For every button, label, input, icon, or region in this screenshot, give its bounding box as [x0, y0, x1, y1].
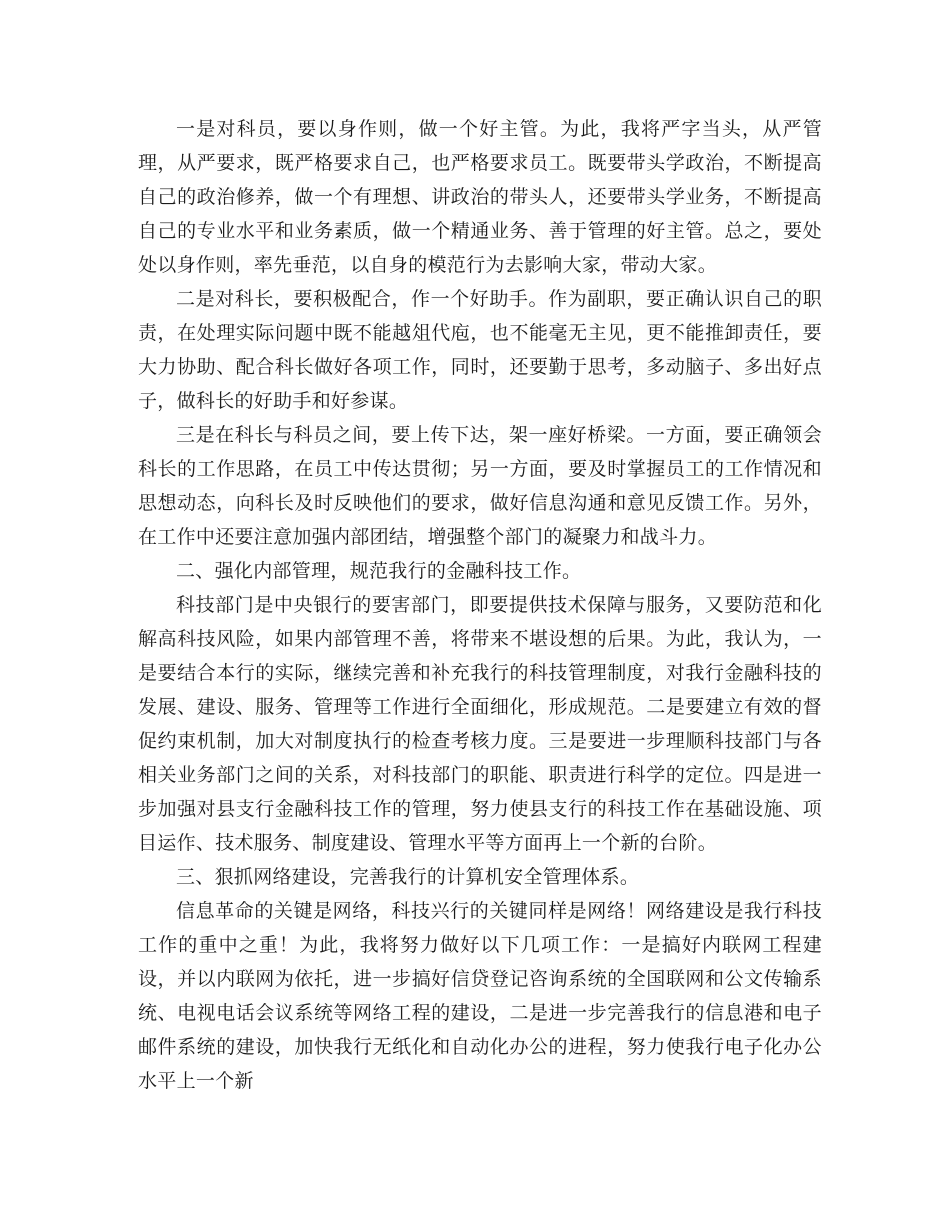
section-heading-internal-management: 二、强化内部管理，规范我行的金融科技工作。	[176, 560, 582, 582]
paragraph-staff-role: 一是对科员，要以身作则，做一个好主管。为此，我将严字当头，从严管理，从严要求，既严格要求自己，也严格要求员工。既要带头学政治，不断提高自己的政治修养，做一个有理想、讲政治的带头人，还要带头学业务，不断提高自己的专业水平和业务素质，做一个精通业务、善于管理的好主管。总之，要处处以身作则，率先垂范，以自身的模范行为去影响大家，带动大家。	[138, 118, 822, 276]
paragraph-bridge-role: 三是在科长与科员之间，要上传下达，架一座好桥梁。一方面，要正确领会科长的工作思路，在员工中传达贯彻；另一方面，要及时掌握员工的工作情况和思想动态，向科长及时反映他们的要求，做好信息沟通和意见反馈工作。另外，在工作中还要注意加强内部团结，增强整个部门的凝聚力和战斗力。	[138, 424, 822, 548]
section-heading-network-construction: 三、狠抓网络建设，完善我行的计算机安全管理体系。	[176, 866, 640, 888]
document-body	[138, 112, 822, 1098]
paragraph-internal-management: 科技部门是中央银行的要害部门，即要提供技术保障与服务，又要防范和化解高科技风险，如果内部管理不善，将带来不堪设想的后果。为此，我认为，一是要结合本行的实际，继续完善和补充我行的科技管理制度，对我行金融科技的发展、建设、服务、管理等工作进行全面细化，形成规范。二是要建立有效的督促约束机制，加大对制度执行的检查考核力度。三是要进一步理顺科技部门与各相关业务部门之间的关系，对科技部门的职能、职责进行科学的定位。四是进一步加强对县支行金融科技工作的管理，努力使县支行的科技工作在基础设施、项目运作、技术服务、制度建设、管理水平等方面再上一个新的台阶。	[138, 594, 822, 854]
paragraph-chief-assistant: 二是对科长，要积极配合，作一个好助手。作为副职，要正确认识自己的职责，在处理实际问题中既不能越俎代庖，也不能毫无主见，更不能推卸责任，要大力协助、配合科长做好各项工作，同时，还要勤于思考，多动脑子、多出好点子，做科长的好助手和好参谋。	[138, 288, 822, 412]
paragraph-network-construction: 信息革命的关键是网络，科技兴行的关键同样是网络！网络建设是我行科技工作的重中之重！为此，我将努力做好以下几项工作：一是搞好内联网工程建设，并以内联网为依托，进一步搞好信贷登记咨询系统的全国联网和公文传输系统、电视电话会议系统等网络工程的建设，二是进一步完善我行的信息港和电子邮件系统的建设，加快我行无纸化和自动化办公的进程，努力使我行电子化办公水平上一个新	[138, 900, 822, 1092]
